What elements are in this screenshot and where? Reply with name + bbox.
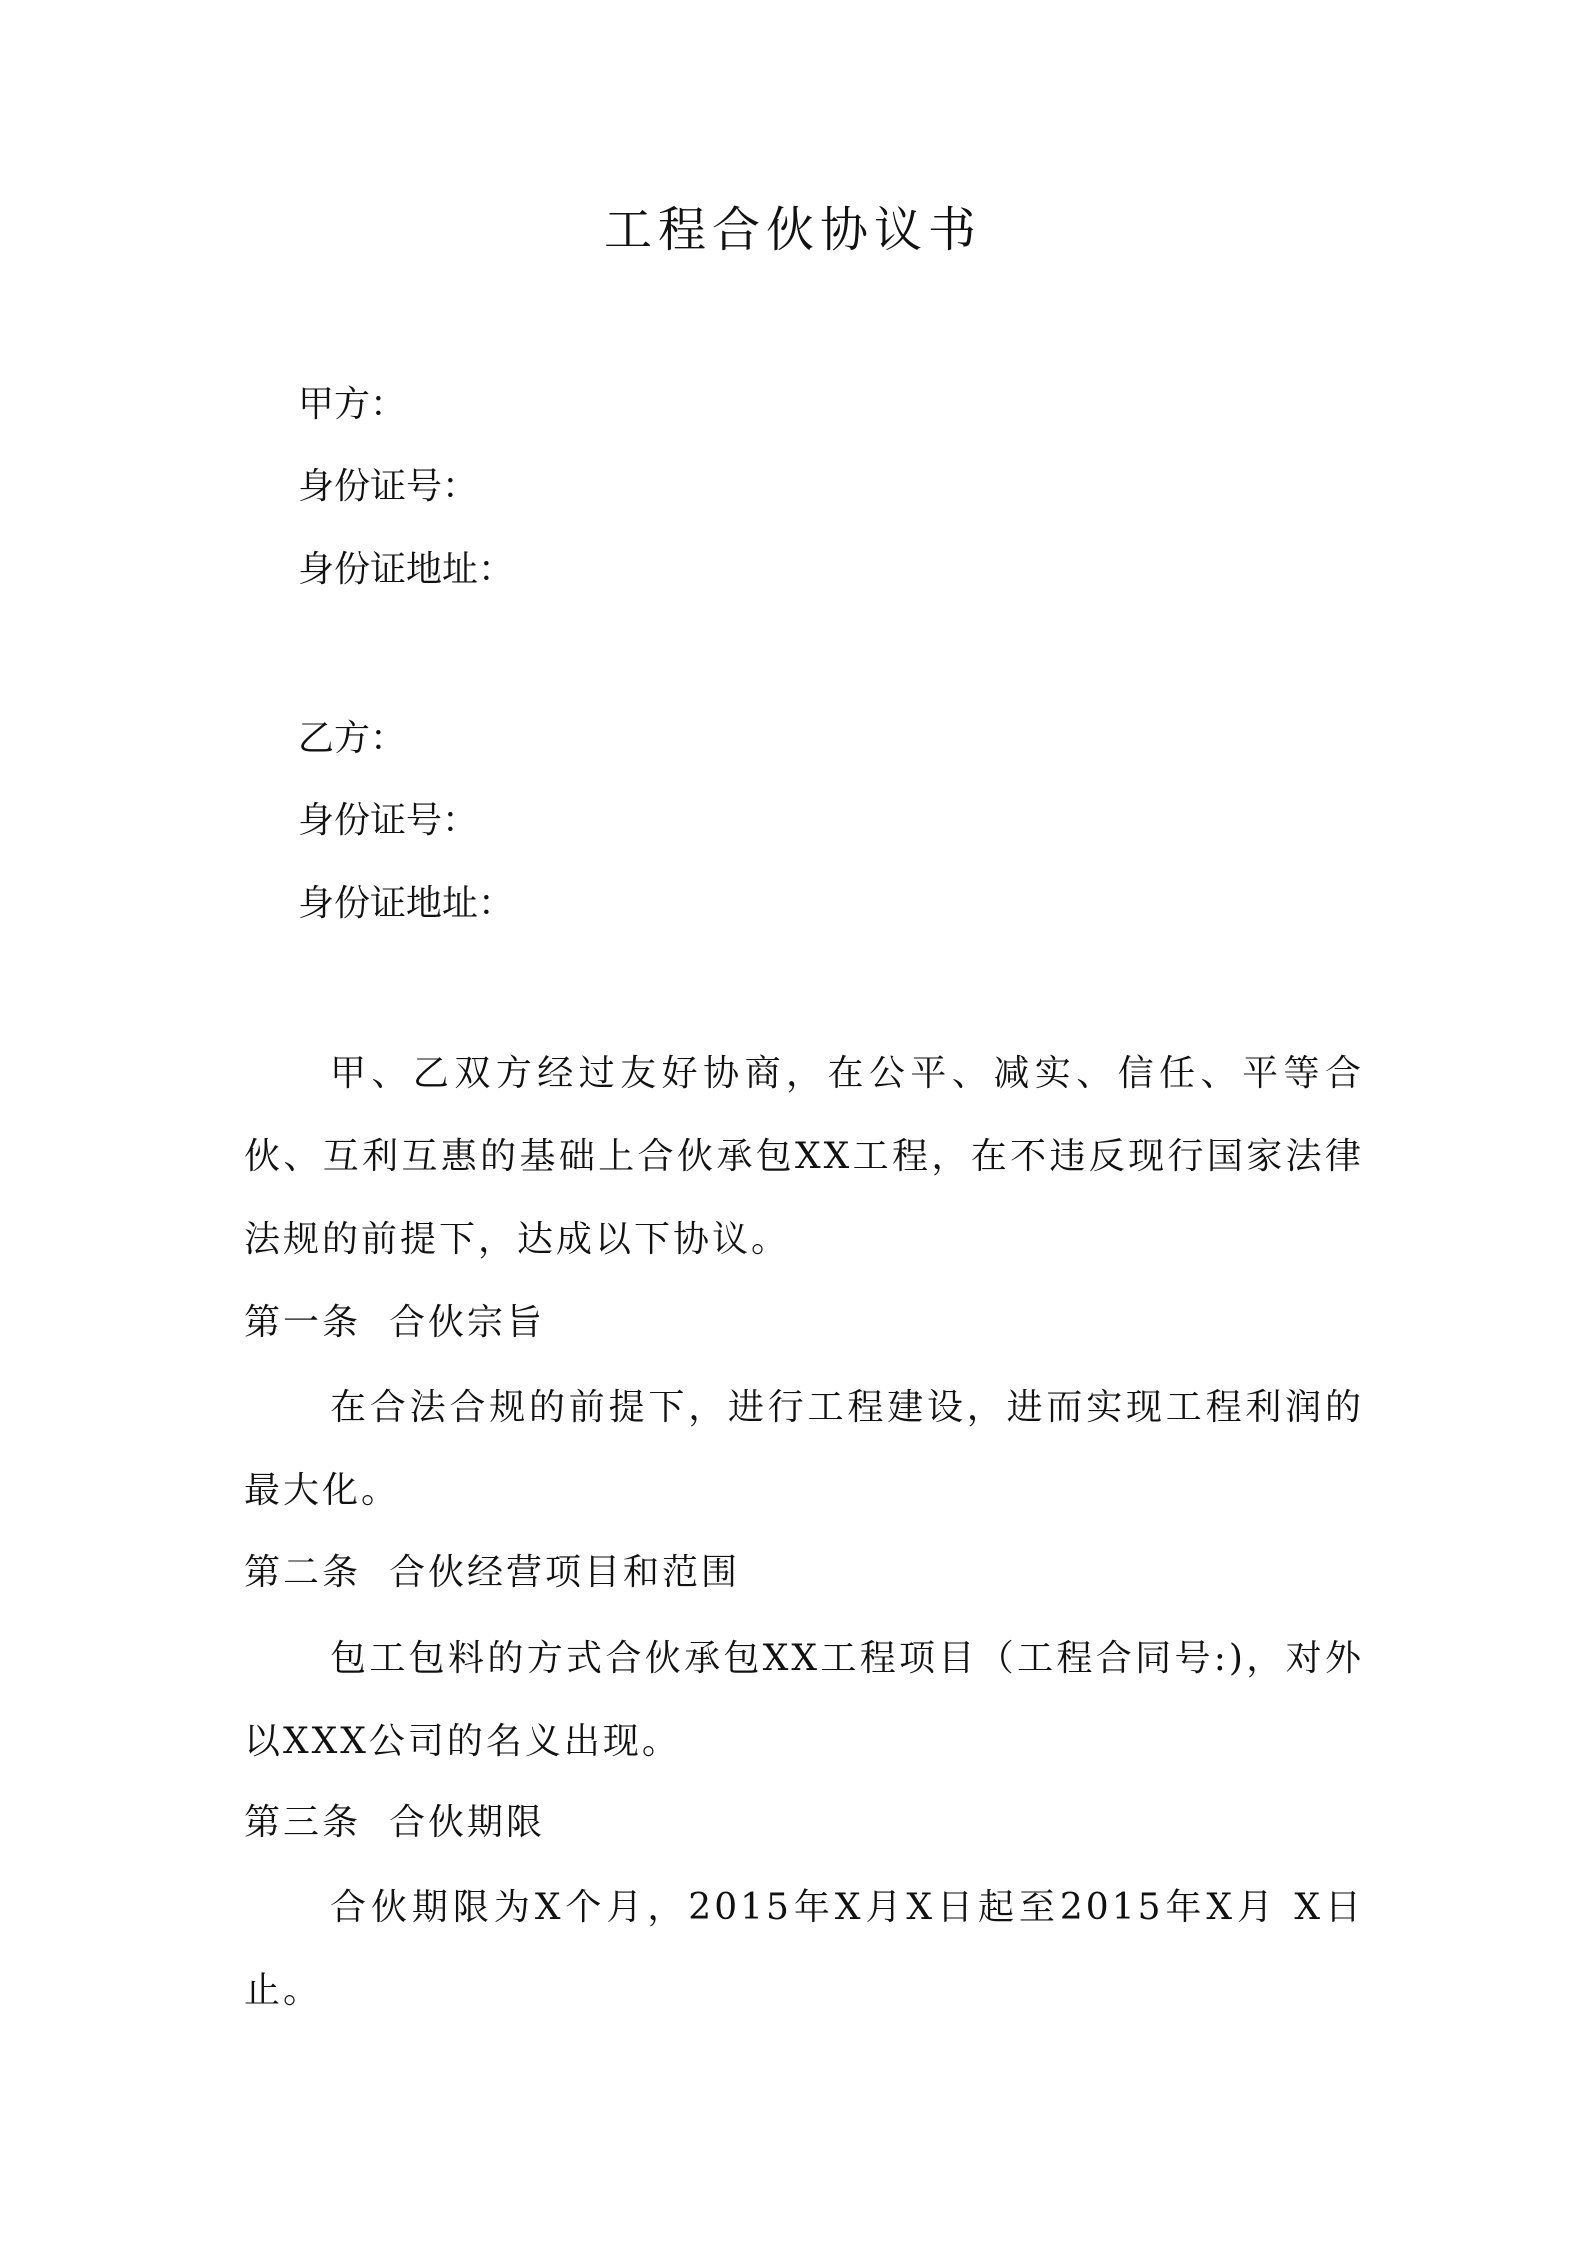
- article-2-number: 第二条: [244, 1552, 362, 1593]
- intro-paragraph: 甲、乙双方经过友好协商，在公平、减实、信任、平等合伙、互利互惠的基础上合伙承包XX工程，在不违反现行国家法律法规的前提下，达成以下协议。: [244, 1053, 1364, 1260]
- article-1-number: 第一条: [244, 1302, 362, 1343]
- article-3-body: 合伙期限为X个月，2015年X月X日起至2015年X月 X日止。: [244, 1887, 1364, 2011]
- article-1-heading: [244, 1298, 545, 1348]
- party-b-id-address-label: 身份证地址：: [298, 883, 515, 924]
- party-a-id-address-label: 身份证地址：: [298, 549, 515, 590]
- document-title: 工程合伙协议书: [603, 202, 982, 258]
- article-2-title: 合伙经营项目和范围: [389, 1552, 741, 1593]
- article-2-heading: [244, 1548, 740, 1598]
- article-3-title: 合伙期限: [389, 1802, 546, 1843]
- article-1-title: 合伙宗旨: [389, 1302, 546, 1343]
- article-2-body: 包工包料的方式合伙承包XX工程项目（工程合同号:)，对外以XXX公司的名义出现。: [244, 1638, 1364, 1762]
- article-3-number: 第三条: [244, 1802, 362, 1843]
- party-a-id-number-label: 身份证号：: [298, 466, 479, 507]
- article-1-body: 在合法合规的前提下，进行工程建设，进而实现工程利润的最大化。: [244, 1387, 1364, 1511]
- party-b-id-number-label: 身份证号：: [298, 800, 479, 841]
- article-3-heading: [244, 1798, 545, 1848]
- party-b-label: 乙方：: [298, 718, 407, 759]
- party-a-label: 甲方：: [298, 384, 407, 425]
